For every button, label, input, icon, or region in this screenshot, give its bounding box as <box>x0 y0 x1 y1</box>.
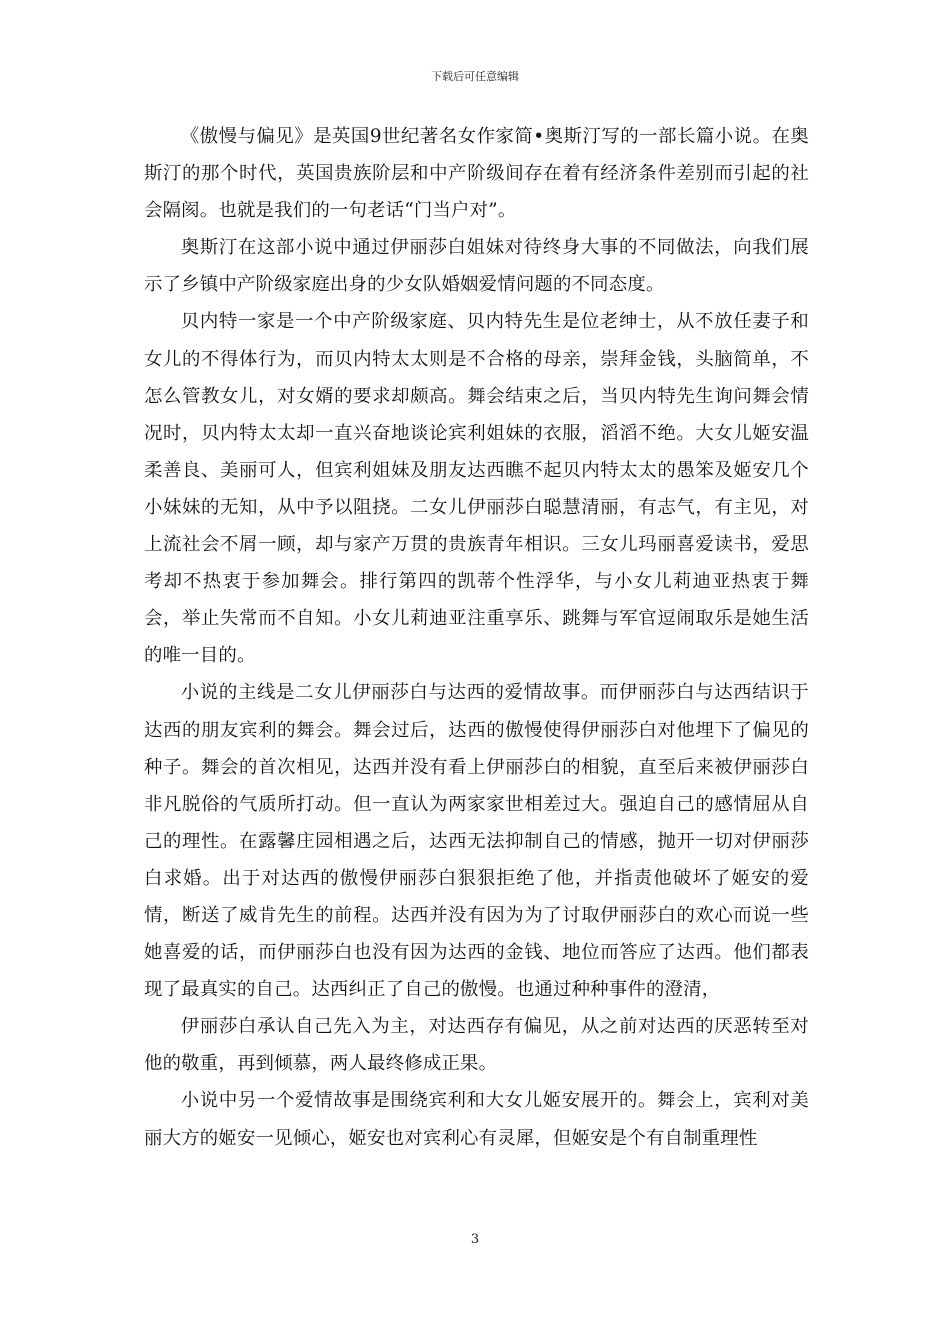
page-number: 3 <box>470 1232 480 1247</box>
paragraph-2: 奥斯汀在这部小说中通过伊丽莎白姐妹对待终身大事的不同做法，向我们展示了乡镇中产阶级家庭出身的少女队婚姻爱情问题的不同态度。 <box>144 237 809 296</box>
page-header: 下载后可任意编辑 <box>431 70 519 83</box>
paragraph-3: 贝内特一家是一个中产阶级家庭、贝内特先生是位老绅士，从不放任妻子和女儿的不得体行为，而贝内特太太则是不合格的母亲，崇拜金钱，头脑简单，不怎么管教女儿，对女婿的要求却颇高。舞会结束之后，当贝内特先生询问舞会情况时，贝内特太太却一直兴奋地谈论宾利姐妹的衣服，滔滔不绝。大女儿姬安温柔善良、美丽可人，但宾利姐妹及朋友达西瞧不起贝内特太太的愚笨及姬安几个小妹妹的无知，从中予以阻挠。二女儿伊丽莎白聪慧清丽，有志气，有主见，对上流社会不屑一顾，却与家产万贯的贵族青年相识。三女儿玛丽喜爱读书，爱思考却不热衷于参加舞会。排行第四的凯蒂个性浮华，与小女儿莉迪亚热衷于舞会，举止失常而不自知。小女儿莉迪亚注重享乐、跳舞与军官逗闹取乐是她生活的唯一目的。 <box>144 311 809 667</box>
paragraph-4: 小说的主线是二女儿伊丽莎白与达西的爱情故事。而伊丽莎白与达西结识于达西的朋友宾利的舞会。舞会过后，达西的傲慢使得伊丽莎白对他埋下了偏见的种子。舞会的首次相见，达西并没有看上伊丽莎白的相貌，直至后来被伊丽莎白非凡脱俗的气质所打动。但一直认为两家家世相差过大。强迫自己的感情屈从自己的理性。在露馨庄园相遇之后，达西无法抑制自己的情感，抛开一切对伊丽莎白求婚。出于对达西的傲慢伊丽莎白狠狠拒绝了他，并指责他破坏了姬安的爱情，断送了威肯先生的前程。达西并没有因为为了讨取伊丽莎白的欢心而说一些她喜爱的话，而伊丽莎白也没有因为达西的金钱、地位而答应了达西。他们都表现了最真实的自己。达西纠正了自己的傲慢。也通过种种事件的澄清， <box>144 682 809 1001</box>
document-body <box>144 118 809 1157</box>
paragraph-5: 伊丽莎白承认自己先入为主，对达西存有偏见，从之前对达西的厌恶转至对他的敬重，再到倾慕，两人最终修成正果。 <box>144 1016 809 1075</box>
paragraph-1: 《傲慢与偏见》是英国9世纪著名女作家简•奥斯汀写的一部长篇小说。在奥斯汀的那个时代，英国贵族阶层和中产阶级间存在着有经济条件差别而引起的社会隔阂。也就是我们的一句老话“门当户对”。 <box>144 126 809 222</box>
paragraph-6: 小说中另一个爱情故事是围绕宾利和大女儿姬安展开的。舞会上，宾利对美丽大方的姬安一见倾心，姬安也对宾利心有灵犀，但姬安是个有自制重理性 <box>144 1090 809 1149</box>
